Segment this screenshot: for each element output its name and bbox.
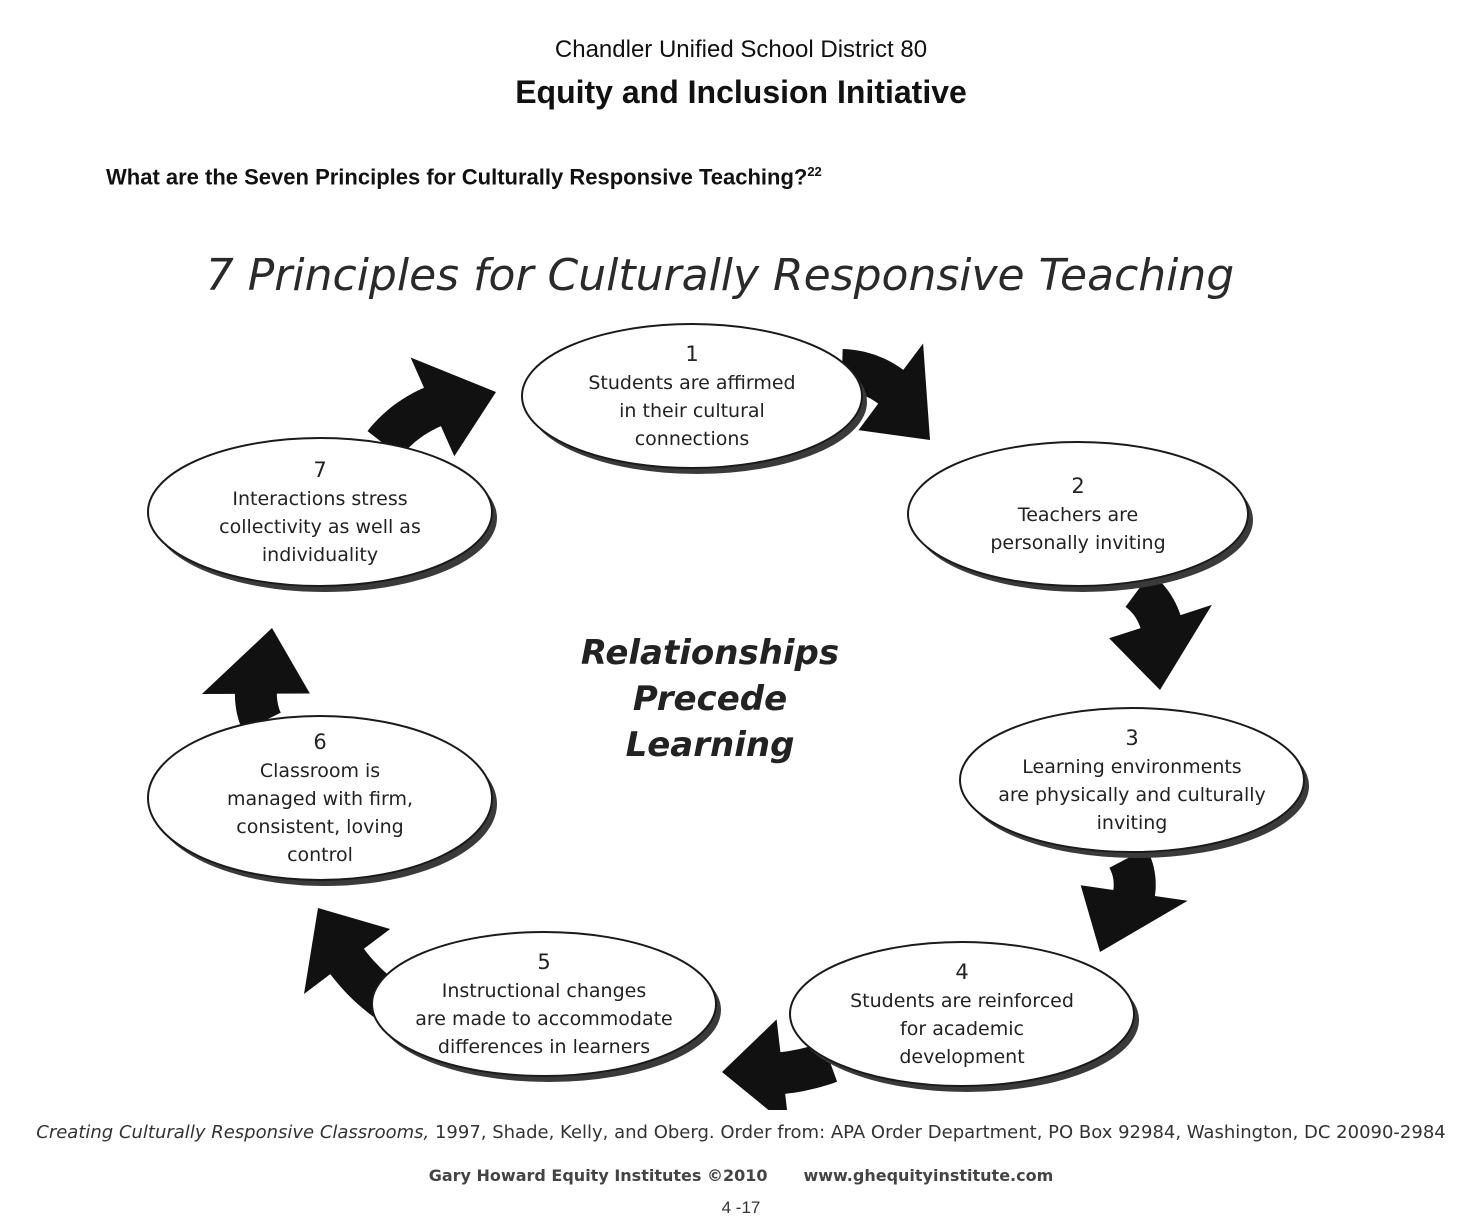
principle-label-line: Interactions stress <box>232 488 408 510</box>
center-line-3: Learning <box>625 725 795 765</box>
principle-1 <box>522 324 867 474</box>
question-text: What are the Seven Principles for Culturally Responsive Teaching? <box>106 164 808 190</box>
principle-4 <box>790 942 1139 1092</box>
principle-label-line: are made to accommodate <box>415 1008 673 1030</box>
principle-label-line: control <box>287 844 353 866</box>
diagram-title: 7 Principles for Culturally Responsive Teaching <box>205 250 1235 301</box>
principle-label-line: are physically and culturally <box>998 784 1266 806</box>
principle-7 <box>148 438 497 592</box>
principle-label-line: for academic <box>900 1018 1024 1040</box>
district-name: Chandler Unified School District 80 <box>554 36 928 63</box>
principle-number: 2 <box>1071 474 1085 498</box>
principle-2 <box>908 442 1253 592</box>
citation-title: Creating Culturally Responsive Classrooms, <box>36 1122 430 1143</box>
principle-label-line: Teachers are <box>1017 504 1139 526</box>
principle-3 <box>960 708 1309 858</box>
principle-label-line: individuality <box>261 544 379 566</box>
page-number: 4 -17 <box>721 1198 761 1217</box>
principle-label-line: connections <box>634 428 750 450</box>
center-line-2: Precede <box>632 679 788 719</box>
principle-label-line: Students are reinforced <box>850 990 1074 1012</box>
copyright: Gary Howard Equity Institutes ©2010 <box>428 1166 768 1185</box>
principle-label-line: inviting <box>1096 812 1168 834</box>
principle-label-line: consistent, loving <box>236 816 404 838</box>
principle-number: 3 <box>1125 726 1139 750</box>
center-message <box>581 633 839 765</box>
principle-label-line: collectivity as well as <box>219 516 421 538</box>
principle-6 <box>148 716 497 886</box>
cycle-arrow-6 <box>202 628 310 731</box>
principle-number: 4 <box>955 960 969 984</box>
principle-label-line: personally inviting <box>990 532 1166 554</box>
center-line-1: Relationships <box>580 633 840 673</box>
website: www.ghequityinstitute.com <box>803 1166 1054 1185</box>
cycle-arrow-2 <box>1109 573 1212 690</box>
principle-label-line: differences in learners <box>437 1036 651 1058</box>
principle-number: 5 <box>537 950 551 974</box>
principle-number: 6 <box>313 730 327 754</box>
footer <box>0 1166 1482 1185</box>
principle-label-line: development <box>899 1046 1025 1068</box>
principle-label-line: Instructional changes <box>441 980 647 1002</box>
cycle-arrow-3 <box>1081 848 1188 952</box>
principle-label-line: in their cultural <box>619 400 765 422</box>
principle-label-line: managed with firm, <box>226 788 414 810</box>
citation <box>0 1122 1482 1143</box>
principle-label-line: Classroom is <box>259 760 381 782</box>
principle-number: 7 <box>313 458 327 482</box>
cycle-arrow-7 <box>368 358 497 457</box>
principle-label-line: Learning environments <box>1022 756 1242 778</box>
footnote-marker: 22 <box>807 164 822 179</box>
initiative-title: Equity and Inclusion Initiative <box>515 74 967 110</box>
principle-label-line: Students are affirmed <box>588 372 796 394</box>
citation-details: 1997, Shade, Kelly, and Oberg. Order from: APA Order Department, PO Box 92984, Washington, DC 20090-2984 <box>429 1122 1446 1143</box>
principle-number: 1 <box>685 342 699 366</box>
principle-5 <box>372 932 721 1082</box>
